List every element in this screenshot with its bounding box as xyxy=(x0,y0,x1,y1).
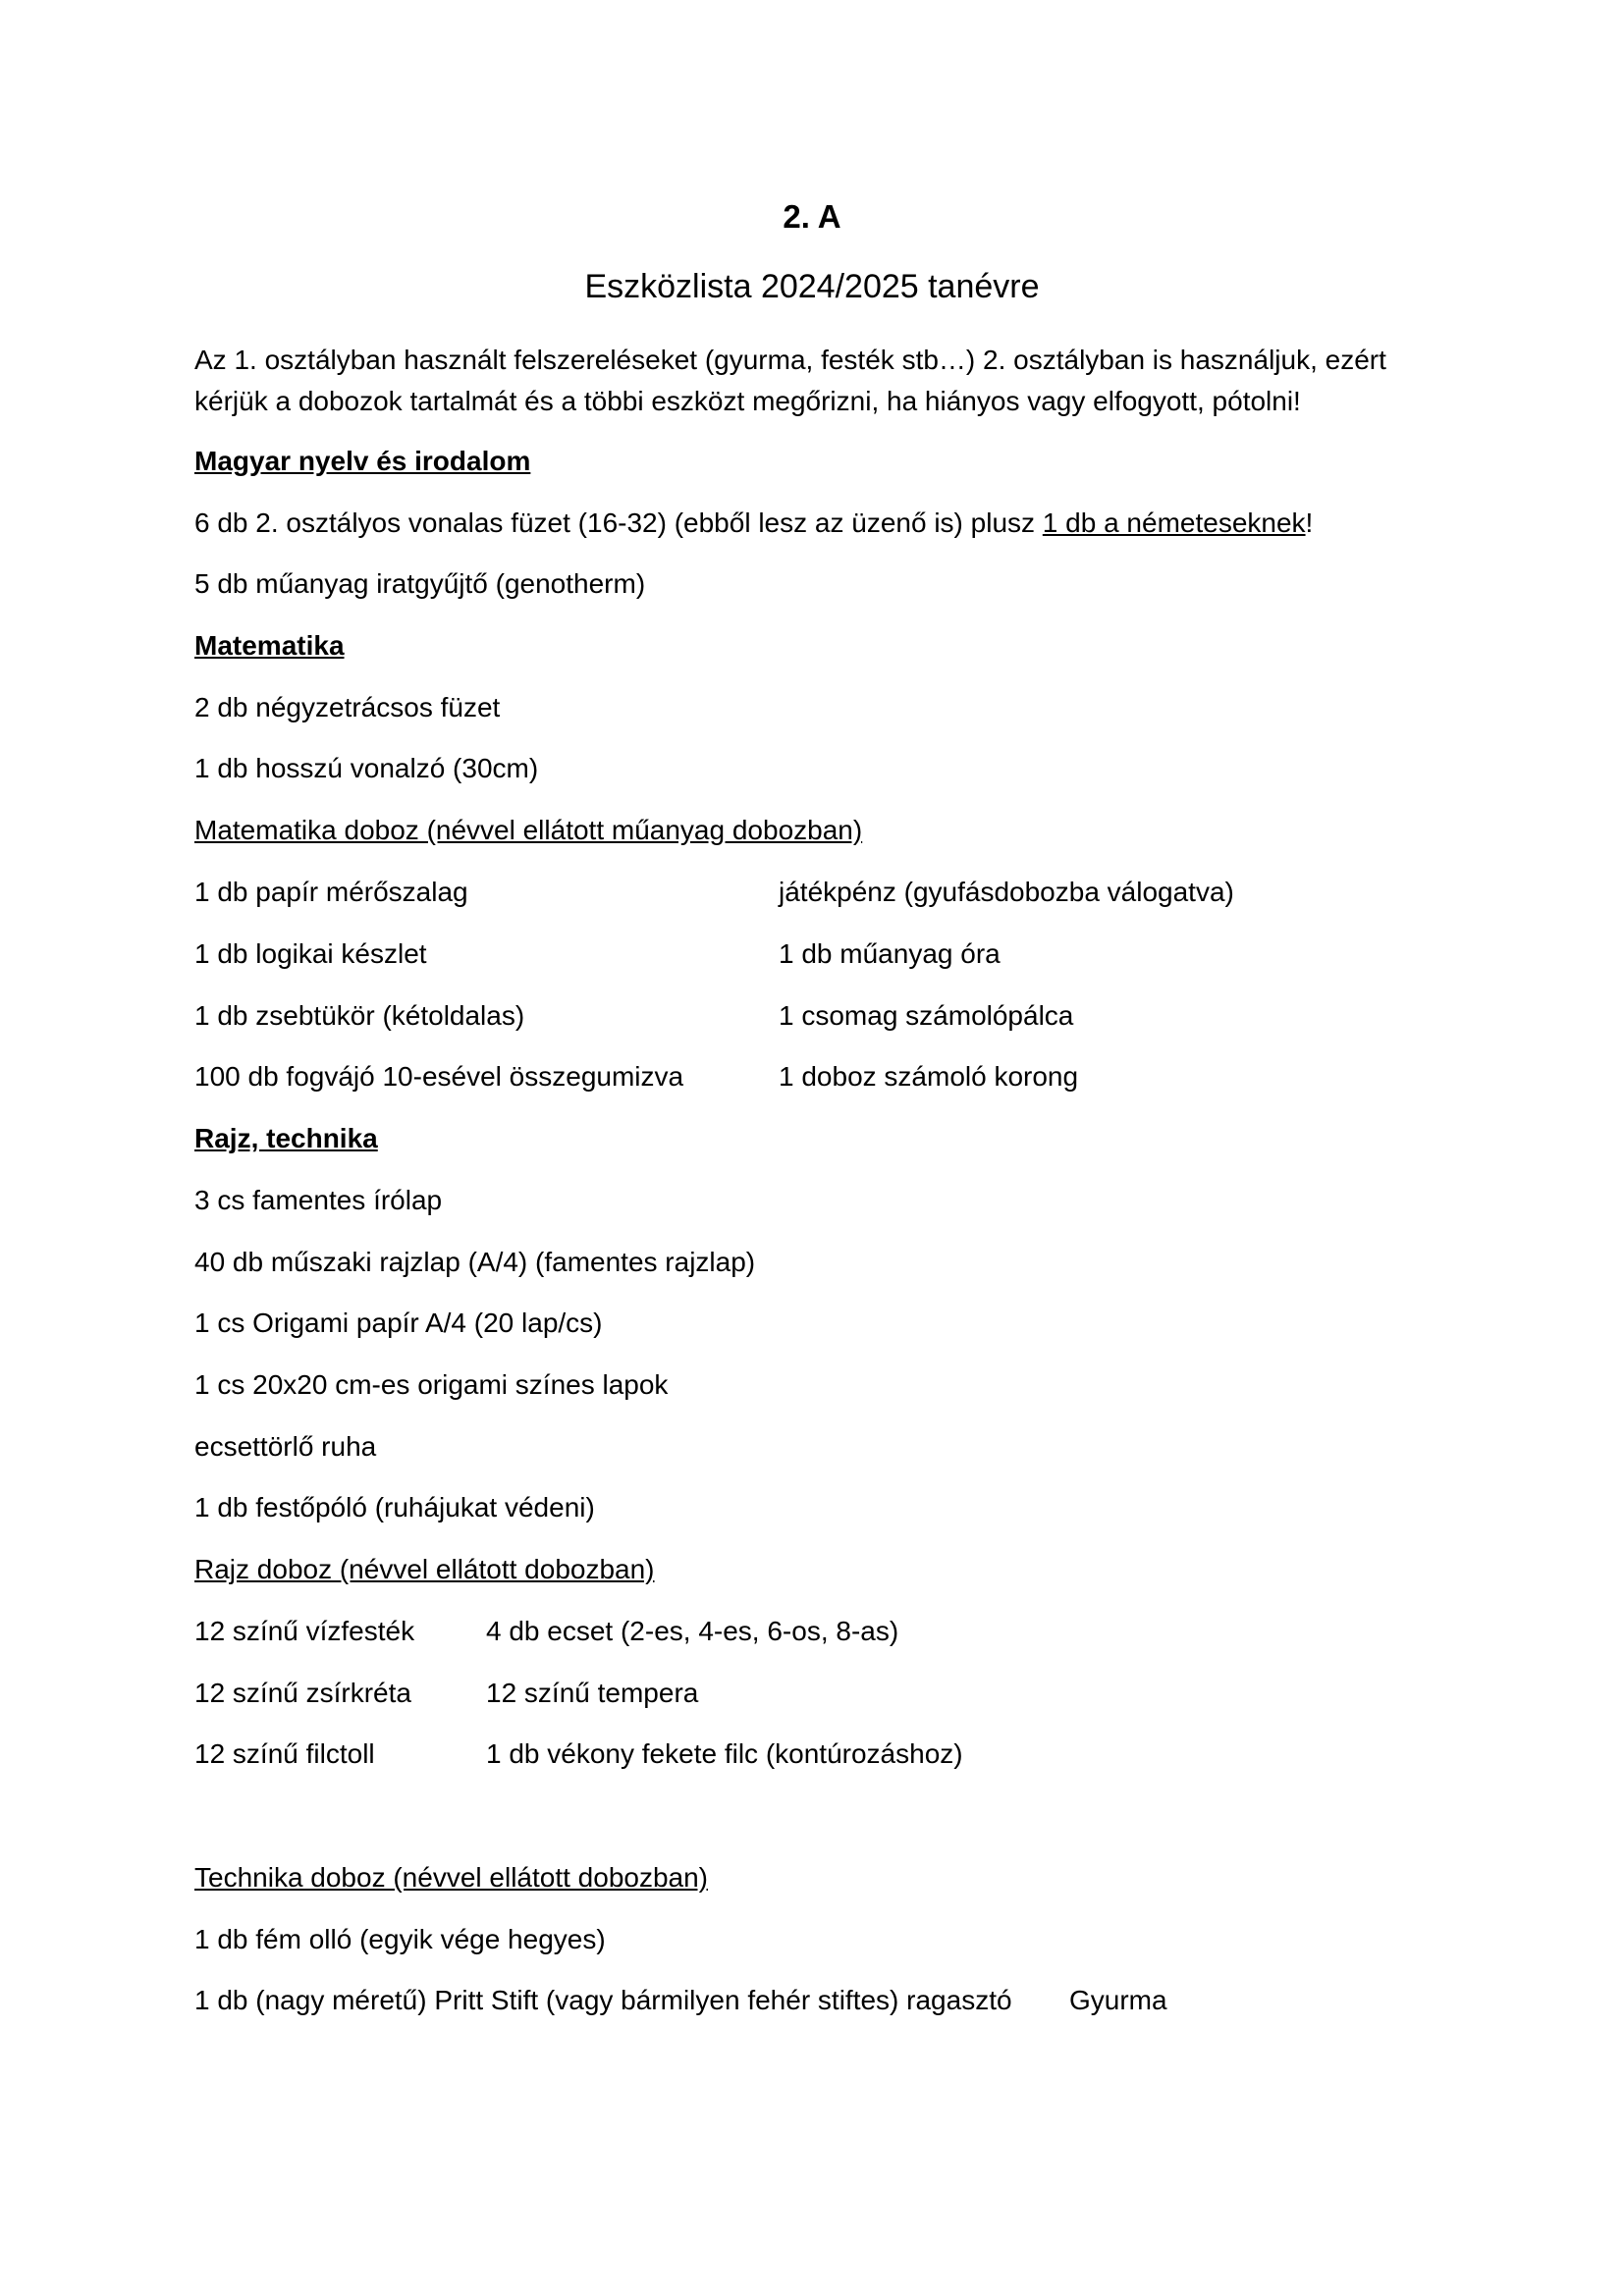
section-heading-matematika: Matematika xyxy=(194,630,345,661)
list-item: 12 színű filctoll xyxy=(194,1738,375,1769)
list-item: 1 cs Origami papír A/4 (20 lap/cs) xyxy=(194,1308,603,1338)
list-item: 1 db hosszú vonalzó (30cm) xyxy=(194,753,539,783)
list-item: ecsettörlő ruha xyxy=(194,1431,377,1462)
list-item-text: ! xyxy=(1305,507,1314,538)
list-item: 12 színű vízfesték xyxy=(194,1616,415,1646)
list-item: 1 db festőpóló (ruhájukat védeni) xyxy=(194,1492,595,1522)
section-heading-magyar: Magyar nyelv és irodalom xyxy=(194,446,531,476)
list-item: 4 db ecset (2-es, 4-es, 6-os, 8-as) xyxy=(486,1616,899,1646)
list-item: 1 db vékony fekete filc (kontúrozáshoz) xyxy=(486,1738,963,1769)
list-item: 1 db zsebtükör (kétoldalas) xyxy=(194,1000,525,1031)
subsection-heading-technika-doboz: Technika doboz (névvel ellátott dobozban) xyxy=(194,1862,709,1893)
list-item: 1 doboz számoló korong xyxy=(779,1061,1079,1092)
list-item: 1 db műanyag óra xyxy=(779,938,1001,969)
list-item: 1 csomag számolópálca xyxy=(779,1000,1074,1031)
intro-line-2: kérjük a dobozok tartalmát és a többi eszközt megőrizni, ha hiányos vagy elfogyott, pótolni! xyxy=(194,386,1301,416)
list-item: játékpénz (gyufásdobozba válogatva) xyxy=(779,877,1234,907)
list-item-text: 6 db 2. osztályos vonalas füzet (16-32) (ebből lesz az üzenő is) plusz xyxy=(194,507,1043,538)
list-item-underlined-text: 1 db a németeseknek xyxy=(1042,507,1306,538)
list-item xyxy=(194,507,1313,540)
list-item: 1 db fém olló (egyik vége hegyes) xyxy=(194,1924,606,1954)
list-item: 2 db négyzetrácsos füzet xyxy=(194,692,501,722)
section-heading-rajz-technika: Rajz, technika xyxy=(194,1123,378,1153)
list-item: 1 db (nagy méretű) Pritt Stift (vagy bármilyen fehér stiftes) ragasztó xyxy=(194,1985,1012,2015)
intro-line-1: Az 1. osztályban használt felszereléseket (gyurma, festék stb…) 2. osztályban is használjuk, ezért xyxy=(194,345,1386,375)
list-item: 5 db műanyag iratgyűjtő (genotherm) xyxy=(194,568,646,599)
list-item: 12 színű zsírkréta xyxy=(194,1678,411,1708)
list-item: Gyurma xyxy=(1069,1985,1167,2015)
list-item: 12 színű tempera xyxy=(486,1678,699,1708)
class-label: 2. A xyxy=(783,198,841,235)
list-item: 1 cs 20x20 cm-es origami színes lapok xyxy=(194,1369,669,1400)
list-item: 40 db műszaki rajzlap (A/4) (famentes rajzlap) xyxy=(194,1247,756,1277)
list-item: 3 cs famentes írólap xyxy=(194,1185,443,1215)
list-item: 1 db papír mérőszalag xyxy=(194,877,468,907)
list-item: 100 db fogvájó 10-esével összegumizva xyxy=(194,1061,684,1092)
list-item: 1 db logikai készlet xyxy=(194,938,427,969)
subsection-heading-rajz-doboz: Rajz doboz (névvel ellátott dobozban) xyxy=(194,1554,655,1584)
document-title: Eszközlista 2024/2025 tanévre xyxy=(584,268,1040,305)
subsection-heading-matematika-doboz: Matematika doboz (névvel ellátott műanyag dobozban) xyxy=(194,815,863,845)
